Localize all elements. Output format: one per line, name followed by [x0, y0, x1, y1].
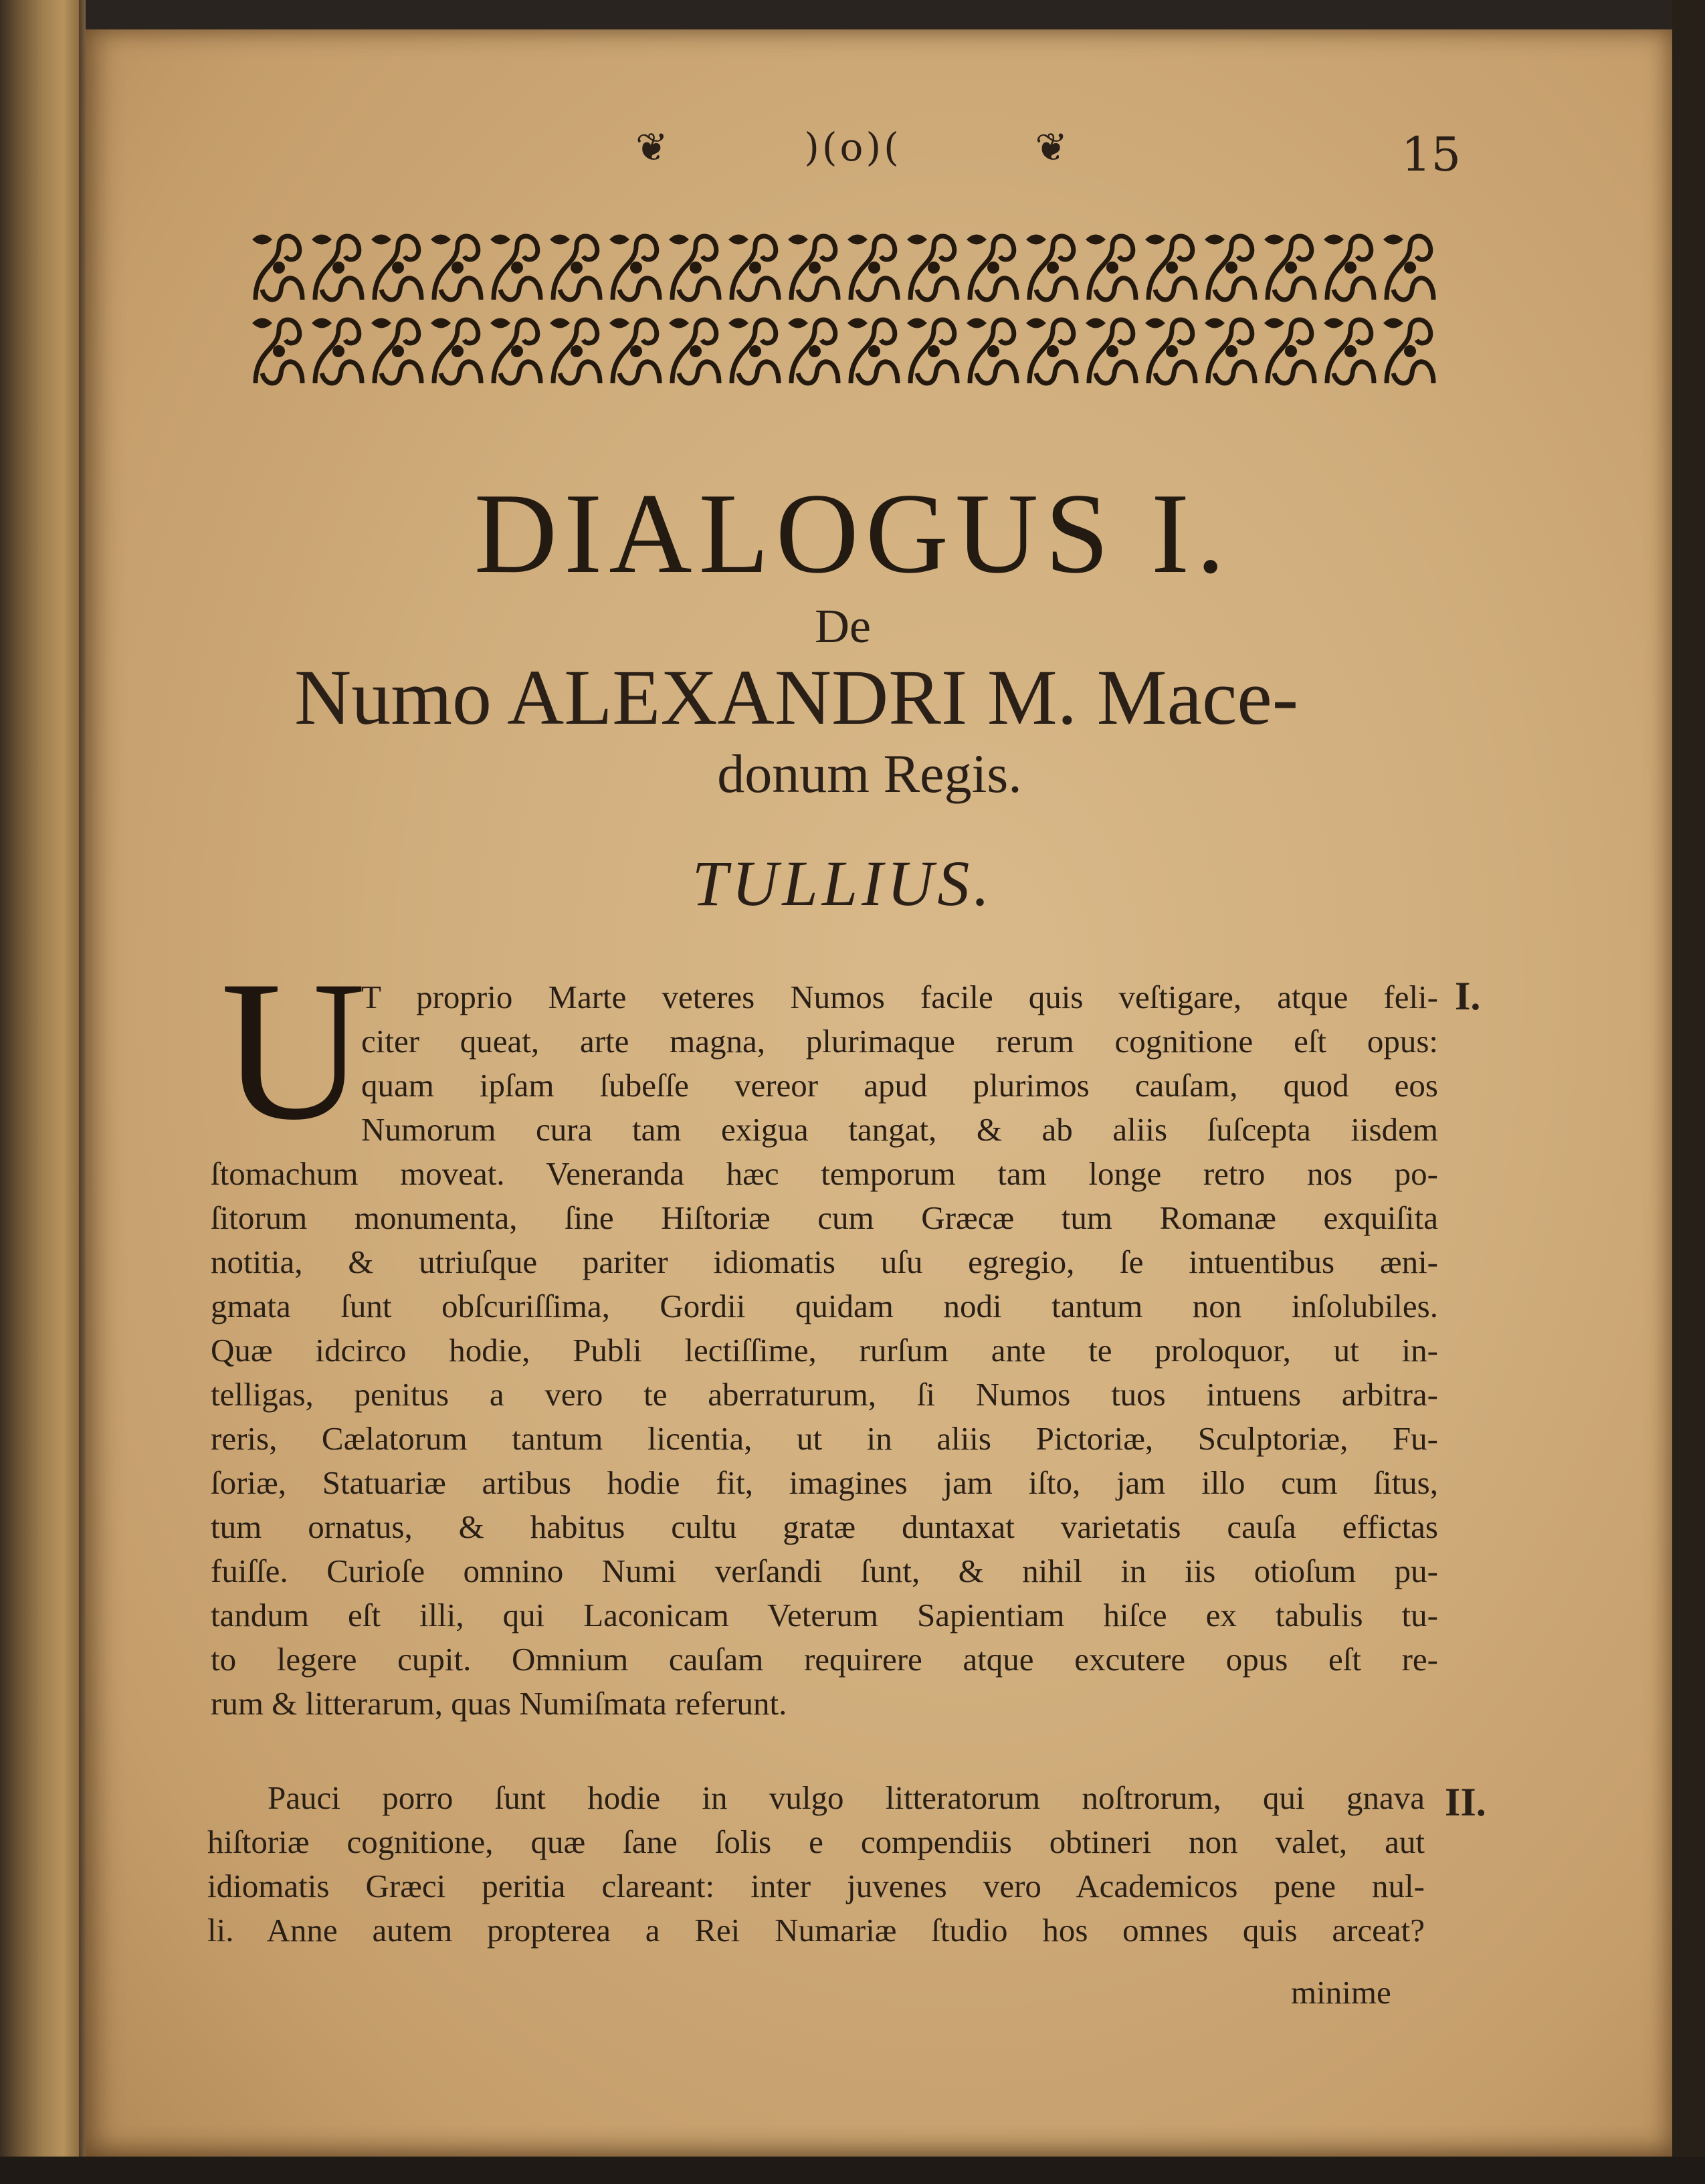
subtitle-line-1: Numo ALEXANDRI M. Mace-: [294, 654, 1298, 741]
text-line: hiſtoriæ cognitione, quæ ſane ſolis e compendiis obtineri non valet, aut: [207, 1823, 1425, 1860]
text-line: idiomatis Græci peritia clareant: inter juvenes vero Academicos pene nul-: [207, 1868, 1425, 1904]
text-line: T proprio Marte veteres Numos facile quis veſtigare, atque feli-: [361, 979, 1438, 1015]
margin-note-1: I.: [1455, 974, 1481, 1018]
text-line: ſtomachum moveat. Veneranda hæc temporum tam longe retro nos po-: [211, 1155, 1438, 1192]
paragraph-1-dropcap-lines: [361, 975, 1438, 1152]
text-line: fuiſſe. Curioſe omnino Numi verſandi ſunt, & nihil in iis otioſum pu-: [211, 1553, 1438, 1589]
paragraph-2: [207, 1776, 1425, 1953]
ornamental-band-icon: [249, 226, 1439, 393]
ornament-right-icon: ❦: [1035, 124, 1070, 170]
text-line: ſitorum monumenta, ſine Hiſtoriæ cum Græcæ tum Romanæ exquiſita: [211, 1199, 1438, 1236]
text-line: rum & litterarum, quas Numiſmata referunt.: [211, 1685, 787, 1722]
text-line: citer queat, arte magna, plurimaque rerum cognitione eſt opus:: [361, 1023, 1438, 1060]
text-line: tandum eſt illi, qui Laconicam Veterum Sapientiam hiſce ex tabulis tu-: [211, 1597, 1438, 1633]
text-line: Numorum cura tam exigua tangat, & ab aliis ſuſcepta iisdem: [361, 1111, 1438, 1148]
text-line: reris, Cælatorum tantum licentia, ut in aliis Pictoriæ, Sculptoriæ, Fu-: [211, 1420, 1438, 1457]
text-line: to legere cupit. Omnium cauſam requirere atque excutere opus eſt re-: [211, 1641, 1438, 1678]
spine-edge: [79, 0, 86, 2184]
text-line: Pauci porro ſunt hodie in vulgo litteratorum noſtrorum, qui gnava: [268, 1779, 1425, 1816]
header-ornament: [635, 120, 1070, 174]
bottom-background: [0, 2157, 1705, 2184]
ornament-left-icon: ❦: [635, 124, 671, 170]
text-line: quam ipſam ſubeſſe vereor apud plurimos cauſam, quod eos: [361, 1067, 1438, 1104]
speaker-name: TULLIUS.: [692, 848, 994, 919]
text-line: gmata ſunt obſcuriſſima, Gordii quidam nodi tantum non inſolubiles.: [211, 1288, 1438, 1324]
text-line: Quæ idcirco hodie, Publi lectiſſime, rurſum ante te proloquor, ut in-: [211, 1332, 1438, 1369]
text-line: ſoriæ, Statuariæ artibus hodie fit, imagines jam iſto, jam illo cum ſitus,: [211, 1464, 1438, 1501]
catchword: minime: [1291, 1974, 1391, 2011]
right-background: [1672, 0, 1705, 2184]
paragraph-1-body: [211, 1152, 1438, 1726]
text-line: notitia, & utriuſque pariter idiomatis uſu egregio, ſe intuentibus æni-: [211, 1244, 1438, 1280]
text-line: tum ornatus, & habitus cultu gratæ duntaxat varietatis cauſa effictas: [211, 1508, 1438, 1545]
margin-note-2: II.: [1445, 1780, 1486, 1824]
subtitle-line-2: donum Regis.: [717, 743, 1022, 804]
text-line: li. Anne autem propterea a Rei Numariæ ſtudio hos omnes quis arceat?: [207, 1912, 1425, 1949]
drop-cap: U: [221, 939, 366, 1161]
text-line: telligas, penitus a vero te aberraturum, ſi Numos tuos intuens arbitra-: [211, 1376, 1438, 1413]
dialogue-title: DIALOGUS I.: [474, 470, 1232, 597]
book-spine: [0, 0, 79, 2184]
ornament-center-icon: )(o)(: [804, 124, 902, 170]
page-number: 15: [1401, 127, 1462, 182]
title-preposition: De: [815, 599, 871, 653]
